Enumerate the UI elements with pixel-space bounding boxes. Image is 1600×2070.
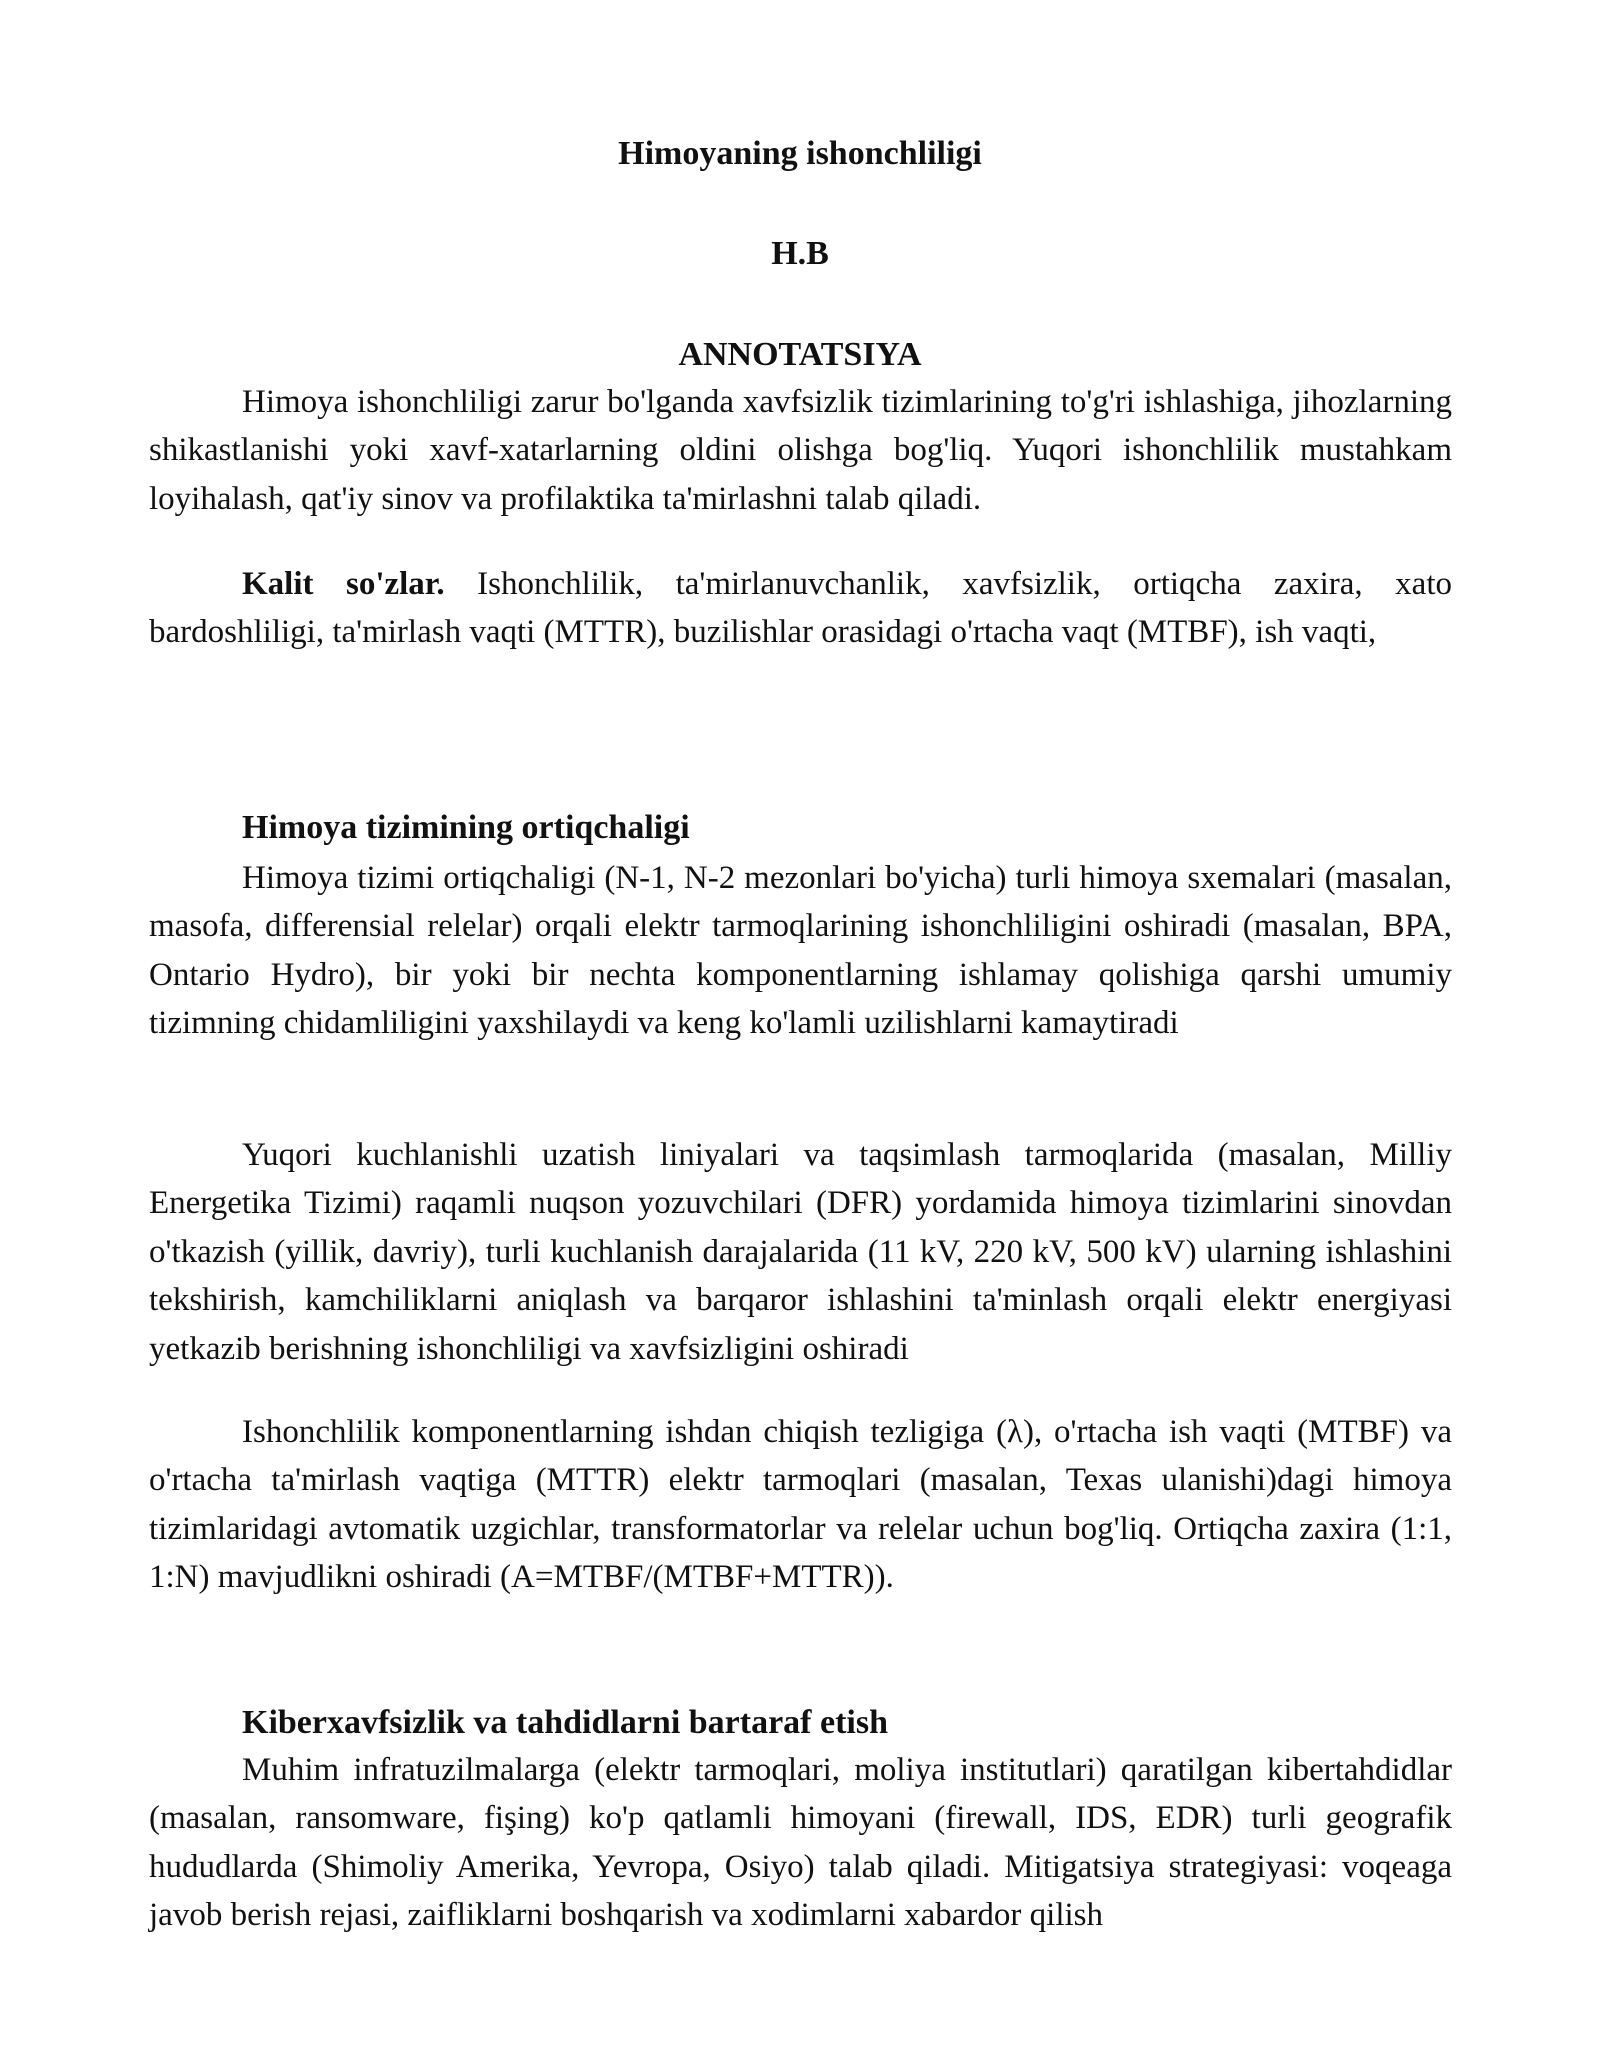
- section-paragraph: Yuqori kuchlanishli uzatish liniyalari va taqsimlash tarmoqlarida (masalan, Milliy Energetika Tizimi) raqamli nuqson yozuvchilari (DFR) yordamida himoya tizimlarini sinovdan o'tkazish (yillik, davriy), turli kuchlanish darajalarida (11 kV, 220 kV, 500 kV) ularning ishlashini tekshirish, kamchiliklarni aniqlash va barqaror ishlashini ta'minlash orqali elektr energiyasi yetkazib berishning ishonchliligi va xavfsizligini oshiradi: [149, 1137, 1452, 1367]
- section-paragraph: Ishonchlilik komponentlarning ishdan chiqish tezligiga (λ), o'rtacha ish vaqti (MTBF) va o'rtacha ta'mirlash vaqtiga (MTTR) elektr tarmoqlari (masalan, Texas ulanishi)dagi himoya tizimlaridagi avtomatik uzgichlar, transformatorlar va relelar uchun bog'liq. Ortiqcha zaxira (1:1, 1:N) mavjudlikni oshiradi (A=MTBF/(MTBF+MTTR)).: [149, 1414, 1452, 1596]
- keywords-text: Ishonchlilik, ta'mirlanuvchanlik, xavfsizlik, ortiqcha zaxira, xato bardoshliligi, ta'mirlash vaqti (MTTR), buzilishlar orasidagi o'rtacha vaqt (MTBF), ish vaqti,: [149, 566, 1452, 651]
- section-heading-redundancy: Himoya tizimining ortiqchaligi: [242, 809, 690, 846]
- section-paragraph: Muhim infratuzilmalarga (elektr tarmoqlari, moliya institutlari) qaratilgan kibertahdidlar (masalan, ransomware, fişing) ko'p qatlamli himoyani (firewall, IDS, EDR) turli geografik hududlarda (Shimoliy Amerika, Yevropa, Osiyo) talab qiladi. Mitigatsiya strategiyasi: voqeaga javob berish rejasi, zaifliklarni boshqarish va xodimlarni xabardor qilish: [149, 1752, 1452, 1934]
- section-heading-cybersecurity: Kiberxavfsizlik va tahdidlarni bartaraf etish: [242, 1704, 888, 1741]
- document-author: H.B: [771, 235, 829, 272]
- section-paragraph: Himoya tizimi ortiqchaligi (N-1, N-2 mezonlari bo'yicha) turli himoya sxemalari (masalan, masofa, differensial relelar) orqali elektr tarmoqlarining ishonchliligini oshiradi (masalan, BPA, Ontario Hydro), bir yoki bir nechta komponentlarning ishlamay qolishiga qarshi umumiy tizimning chidamliligini yaxshilaydi va keng ko'lamli uzilishlarni kamaytiradi: [149, 860, 1452, 1042]
- keywords-label: Kalit so'zlar.: [242, 566, 445, 602]
- document-title: Himoyaning ishonchliligi: [618, 135, 982, 172]
- annotation-paragraph: Himoya ishonchliligi zarur bo'lganda xavfsizlik tizimlarining to'g'ri ishlashiga, jihozlarning shikastlanishi yoki xavf-xatarlarning oldini olishga bog'liq. Yuqori ishonchlilik mustahkam loyihalash, qat'iy sinov va profilaktika ta'mirlashni talab qiladi.: [149, 384, 1452, 517]
- annotation-heading: ANNOTATSIYA: [678, 336, 922, 373]
- keywords-paragraph: [149, 560, 1452, 657]
